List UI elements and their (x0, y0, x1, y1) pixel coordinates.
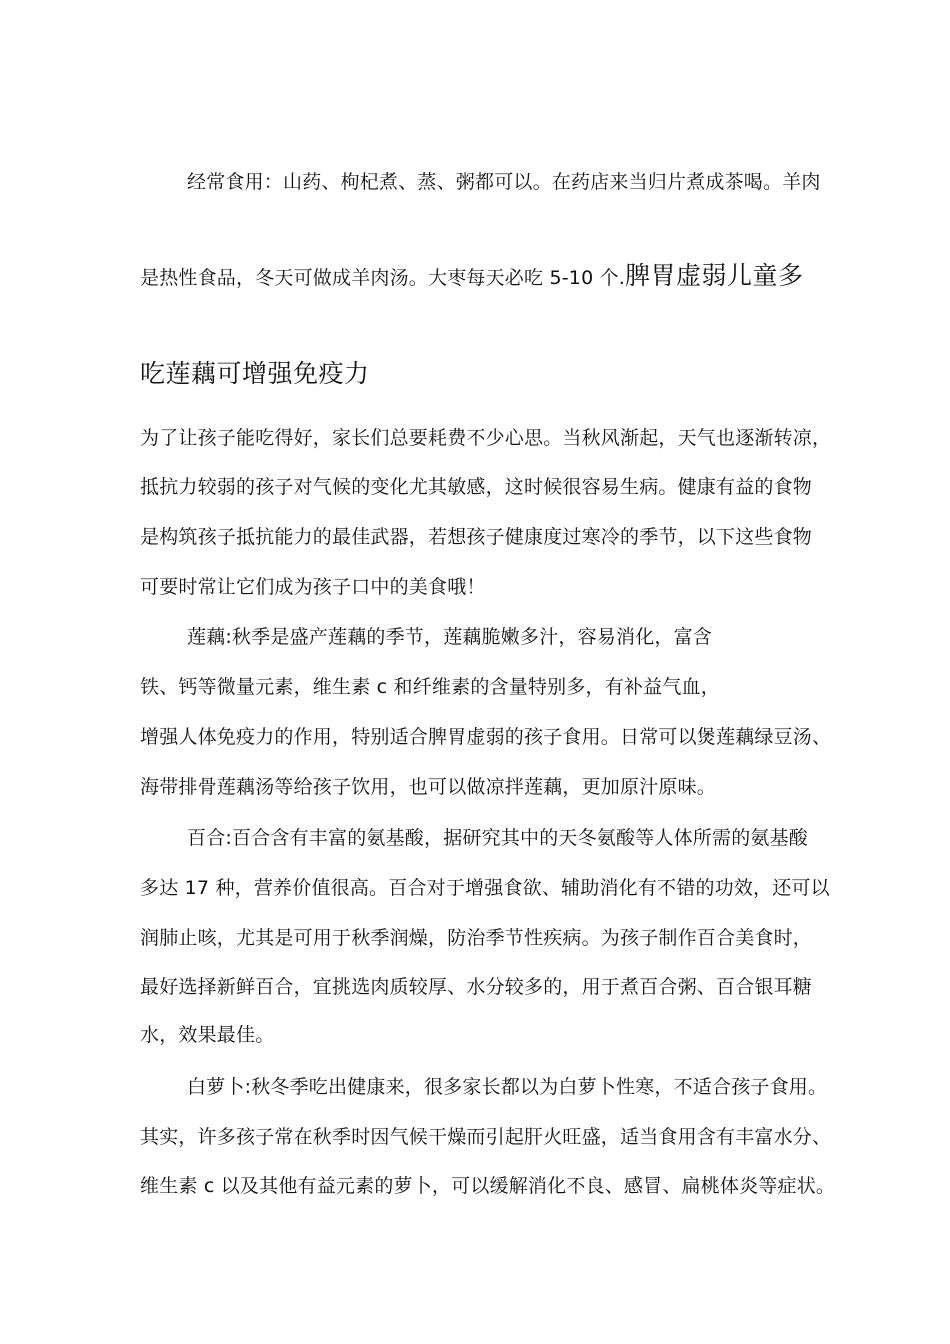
paragraph1-line-4: 可要时常让它们成为孩子口中的美食哦！ (140, 576, 486, 598)
intro-line-2 (140, 263, 804, 291)
article-title-part-1: 脾胃虚弱儿童多 (625, 261, 804, 290)
radish-line-1: 白萝卜:秋冬季吃出健康来，很多家长都以为白萝卜性寒，不适合孩子食用。 (187, 1076, 828, 1098)
paragraph1-line-2: 抵抗力较弱的孩子对气候的变化尤其敏感，这时候很容易生病。健康有益的食物 (140, 476, 813, 498)
intro-line-1: 经常食用：山药、枸杞煮、蒸、粥都可以。在药店来当归片煮成茶喝。羊肉 (187, 171, 821, 193)
intro-line-2-text: 是热性食品，冬天可做成羊肉汤。大枣每天必吃 5-10 个. (140, 267, 626, 289)
lotus-line-2: 铁、钙等微量元素，维生素 c 和纤维素的含量特别多，有补益气血， (140, 676, 720, 698)
radish-line-3: 维生素 c 以及其他有益元素的萝卜，可以缓解消化不良、感冒、扁桃体炎等症状。 (140, 1175, 836, 1197)
article-title-part-2: 吃莲藕可增强免疫力 (140, 359, 370, 388)
lotus-line-1: 莲藕:秋季是盛产莲藕的季节，莲藕脆嫩多汁，容易消化，富含 (187, 626, 713, 648)
lily-line-5: 水，效果最佳。 (140, 1024, 275, 1046)
radish-line-2: 其实，许多孩子常在秋季时因气候干燥而引起肝火旺盛，适当食用含有丰富水分、 (140, 1126, 832, 1148)
lily-line-3: 润肺止咳，尤其是可用于秋季润燥，防治季节性疾病。为孩子制作百合美食时， (140, 927, 813, 949)
lotus-line-3: 增强人体免疫力的作用，特别适合脾胃虚弱的孩子食用。日常可以煲莲藕绿豆汤、 (140, 726, 832, 748)
lily-line-1: 百合:百合含有丰富的氨基酸，据研究其中的天冬氨酸等人体所需的氨基酸 (187, 827, 809, 849)
lily-line-2: 多达 17 种，营养价值很高。百合对于增强食欲、辅助消化有不错的功效，还可以 (140, 877, 830, 899)
lotus-line-4: 海带排骨莲藕汤等给孩子饮用，也可以做凉拌莲藕，更加原汁原味。 (140, 776, 717, 798)
paragraph1-line-3: 是构筑孩子抵抗能力的最佳武器，若想孩子健康度过寒冷的季节，以下这些食物 (140, 526, 813, 548)
lily-line-4: 最好选择新鲜百合，宜挑选肉质较厚、水分较多的，用于煮百合粥、百合银耳糖 (140, 976, 813, 998)
paragraph1-line-1: 为了让孩子能吃得好，家长们总要耗费不少心思。当秋风渐起，天气也逐渐转凉， (140, 427, 832, 449)
